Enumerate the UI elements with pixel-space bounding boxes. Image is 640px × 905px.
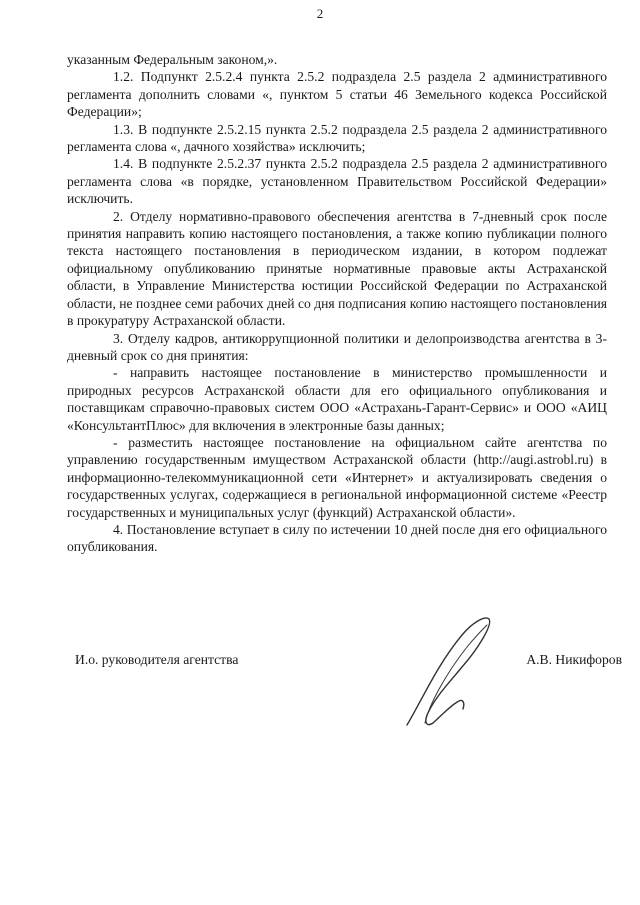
handwritten-signature [367, 605, 517, 745]
paragraph-2: 2. Отделу нормативно-правового обеспечения агентства в 7-дневный срок после принятия направить копию настоящего постановления, а также копию публикации полного текста настоящего постановления в периодическом издании, в котором подлежат официальному опубликованию принятые нормативные правовые акты Астраханской области, в Управление Министерства юстиции Российской Федерации по Астраханской области, не позднее семи рабочих дней со дня подписания копию настоящего постановления в прокуратуру Астраханской области. [67, 208, 607, 329]
signature-block [67, 650, 622, 750]
paragraph-1-4: 1.4. В подпункте 2.5.2.37 пункта 2.5.2 подраздела 2.5 раздела 2 административного регламента слова «в порядке, установленном Правительством Российской Федерации» исключить. [67, 156, 607, 207]
paragraph-3: 3. Отделу кадров, антикоррупционной политики и делопроизводства агентства в 3-дневный срок со дня принятия: [67, 330, 607, 363]
paragraph-continuation: указанным Федеральным законом,». [67, 52, 278, 67]
signatory-name: А.В. Никифоров [526, 652, 622, 667]
page-number: 2 [316, 6, 324, 21]
signatory-position: И.о. руководителя агентства [75, 652, 239, 667]
document-body [67, 51, 607, 556]
paragraph-3-item-2: - разместить настоящее постановление на официальном сайте агентства по управлению государственным имуществом Астраханской области (http://augi.astrobl.ru) в информационно-телекоммуникационной сети «Интернет» и актуализировать сведения о государственных услугах, содержащиеся в региональной информационной системе «Реестр государственных и муниципальных услуг (функций) Астраханской области». [67, 434, 607, 520]
paragraph-3-item-1: - направить настоящее постановление в министерство промышленности и природных ресурсов Астраханской области для его официального опубликования и поставщикам справочно-правовых систем ООО «Астрахань-Гарант-Сервис» и ООО «АИЦ «КонсультантПлюс» для включения в электронные базы данных; [67, 365, 607, 433]
paragraph-1-2: 1.2. Подпункт 2.5.2.4 пункта 2.5.2 подраздела 2.5 раздела 2 административного регламента дополнить словами «, пунктом 5 статьи 46 Земельного кодекса Российской Федерации»; [67, 69, 607, 120]
paragraph-1-3: 1.3. В подпункте 2.5.2.15 пункта 2.5.2 подраздела 2.5 раздела 2 административного регламента слова «, дачного хозяйства» исключить; [67, 121, 607, 155]
paragraph-4: 4. Постановление вступает в силу по истечении 10 дней после дня его официального опубликования. [67, 521, 607, 555]
